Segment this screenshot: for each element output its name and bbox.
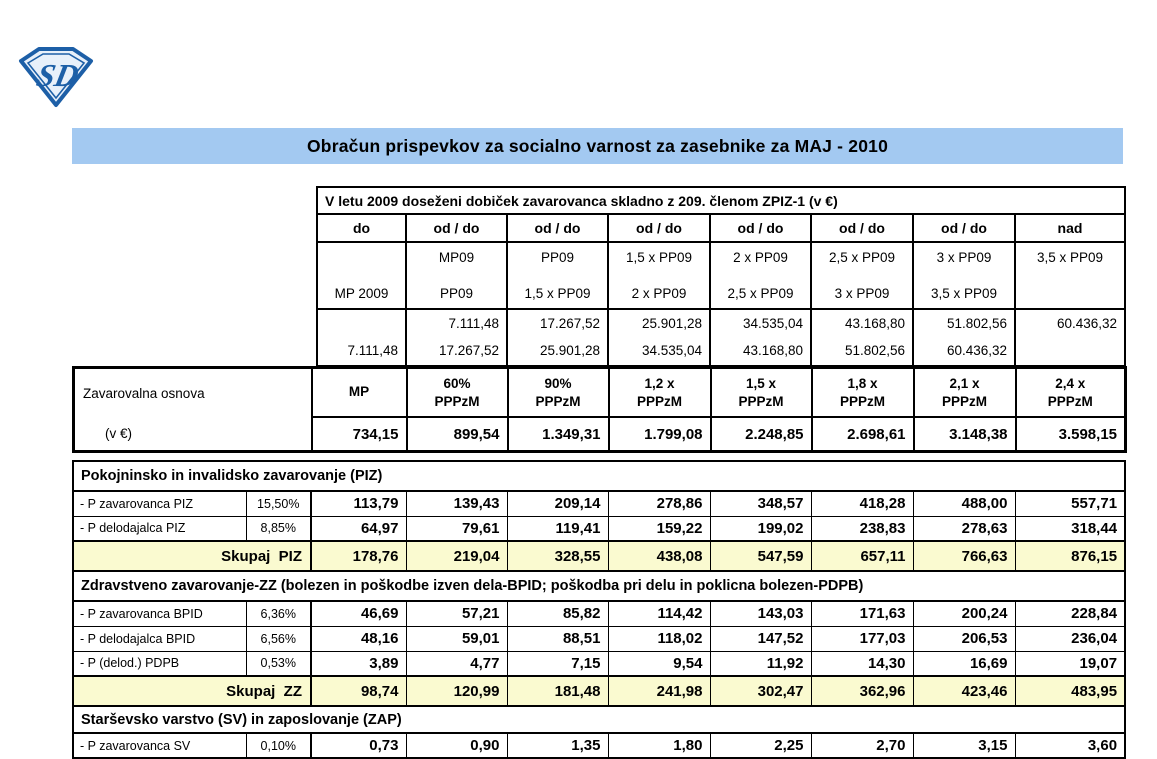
base-h-line1: 2,4 x [1055, 376, 1086, 392]
bound-top: 51.802,56 [946, 316, 1007, 331]
base-value-cell: 734,15 [312, 417, 407, 451]
bound-bottom: 3,5 x PP09 [930, 286, 998, 301]
amount-cell: 64,97 [311, 516, 406, 541]
sv-section-row [73, 706, 1125, 733]
range-labels-row [317, 214, 1125, 242]
range-label-cell: od / do [406, 214, 507, 242]
bound-value-cell [913, 309, 1015, 366]
base-h-line2: PPPzM [941, 394, 987, 410]
amount-cell: 2,25 [710, 733, 811, 758]
amount-cell: 57,21 [406, 601, 507, 626]
bound-value-cell [608, 309, 710, 366]
zz-total-label: Skupaj ZZ [73, 676, 311, 706]
base-h-line2: PPPzM [535, 394, 581, 410]
amount-cell: 0,73 [311, 733, 406, 758]
bound-top: 17.267,52 [539, 316, 600, 331]
table-row-zz-total [73, 676, 1125, 706]
table-row-piz-insured [73, 491, 1125, 516]
row-rate: 15,50% [246, 491, 311, 516]
amount-cell: 348,57 [710, 491, 811, 516]
amount-cell: 7,15 [507, 651, 608, 676]
base-value-cell: 899,54 [407, 417, 508, 451]
total-amount-cell: 657,11 [811, 541, 913, 571]
profit-table-title-row [317, 187, 1125, 214]
sd-logo-icon [14, 44, 98, 110]
total-amount-cell: 181,48 [507, 676, 608, 706]
bound-name-cell [710, 242, 811, 309]
profit-table-title: V letu 2009 doseženi dobiček zavarovanca skladno z 209. členom ZPIZ-1 (v €) [317, 187, 1125, 214]
amount-cell: 1,35 [507, 733, 608, 758]
total-amount-cell: 178,76 [311, 541, 406, 571]
bound-value-cell [507, 309, 608, 366]
base-label-cell [74, 368, 312, 452]
total-amount-cell: 438,08 [608, 541, 710, 571]
amount-cell: 228,84 [1015, 601, 1125, 626]
amount-cell: 19,07 [1015, 651, 1125, 676]
table-row-zz-pdpb [73, 651, 1125, 676]
row-label: - P zavarovanca PIZ [73, 491, 246, 516]
row-rate: 0,53% [246, 651, 311, 676]
bound-bottom: 60.436,32 [946, 343, 1007, 358]
range-label-cell: od / do [507, 214, 608, 242]
base-label-line2: (v €) [105, 426, 132, 441]
amount-cell: 2,70 [811, 733, 913, 758]
amount-cell: 238,83 [811, 516, 913, 541]
amount-cell: 199,02 [710, 516, 811, 541]
bound-bottom: 3 x PP09 [834, 286, 890, 301]
bound-value-cell [710, 309, 811, 366]
row-rate: 6,36% [246, 601, 311, 626]
row-label: - P delodajalca BPID [73, 626, 246, 651]
zz-section-header: Zdravstveno zavarovanje-ZZ (bolezen in poškodbe izven dela-BPID; poškodba pri delu in poklicna bolezen-PDPB) [73, 571, 1125, 601]
bound-bottom: 25.901,28 [539, 343, 600, 358]
bound-top: 3 x PP09 [936, 250, 992, 265]
amount-cell: 206,53 [913, 626, 1015, 651]
total-amount-cell: 241,98 [608, 676, 710, 706]
bound-value-cell [317, 309, 406, 366]
bound-name-cell [317, 242, 406, 309]
row-label: - P delodajalca PIZ [73, 516, 246, 541]
bound-top: 7.111,48 [448, 316, 499, 331]
bound-bottom: 7.111,48 [347, 343, 398, 358]
piz-total-label: Skupaj PIZ [73, 541, 311, 571]
bound-name-cell [608, 242, 710, 309]
total-amount-cell: 876,15 [1015, 541, 1125, 571]
amount-cell: 3,89 [311, 651, 406, 676]
bound-bottom: 2,5 x PP09 [727, 286, 794, 301]
base-value-cell: 1.799,08 [609, 417, 711, 451]
base-col-header [312, 368, 407, 418]
amount-cell: 171,63 [811, 601, 913, 626]
range-label-cell: od / do [913, 214, 1015, 242]
amount-cell: 3,15 [913, 733, 1015, 758]
title-bar [72, 128, 1123, 164]
bound-name-cell [406, 242, 507, 309]
base-col-header [914, 368, 1016, 418]
bound-top: 43.168,80 [844, 316, 905, 331]
table-row-piz-employer [73, 516, 1125, 541]
amount-cell: 418,28 [811, 491, 913, 516]
base-h-line1: 1,2 x [644, 376, 675, 392]
amount-cell: 1,80 [608, 733, 710, 758]
bound-top: 60.436,32 [1056, 316, 1117, 331]
total-amount-cell: 328,55 [507, 541, 608, 571]
page-title: Obračun prispevkov za socialno varnost za zasebnike za MAJ - 2010 [307, 135, 888, 156]
insurance-base-table [72, 366, 1127, 453]
amount-cell: 48,16 [311, 626, 406, 651]
bound-top: 2 x PP09 [733, 250, 788, 265]
base-h-line2: PPPzM [738, 394, 784, 410]
amount-cell: 9,54 [608, 651, 710, 676]
total-amount-cell: 219,04 [406, 541, 507, 571]
amount-cell: 118,02 [608, 626, 710, 651]
base-col-header [508, 368, 609, 418]
bound-top: 1,5 x PP09 [625, 250, 693, 265]
base-value-cell: 3.148,38 [914, 417, 1016, 451]
contributions-table [72, 460, 1126, 759]
bound-top: MP09 [438, 250, 475, 265]
base-value-cell: 1.349,31 [508, 417, 609, 451]
row-rate: 0,10% [246, 733, 311, 758]
amount-cell: 278,63 [913, 516, 1015, 541]
base-h-line1: 90% [544, 376, 572, 392]
bound-bottom: PP09 [439, 286, 474, 301]
amount-cell: 14,30 [811, 651, 913, 676]
amount-cell: 114,42 [608, 601, 710, 626]
amount-cell: 209,14 [507, 491, 608, 516]
logo-letters: SD [33, 57, 83, 93]
bound-value-cell [1015, 309, 1125, 366]
amount-cell: 159,22 [608, 516, 710, 541]
base-h-line2: PPPzM [434, 394, 480, 410]
range-label-cell: od / do [811, 214, 913, 242]
amount-cell: 16,69 [913, 651, 1015, 676]
base-h-line1: MP [348, 383, 370, 399]
bound-name-cell [1015, 242, 1125, 309]
table-row-zz-employer [73, 626, 1125, 651]
amount-cell: 4,77 [406, 651, 507, 676]
total-amount-cell: 766,63 [913, 541, 1015, 571]
range-label-cell: nad [1015, 214, 1125, 242]
piz-section-row [73, 461, 1125, 491]
bound-top: PP09 [540, 250, 575, 265]
bound-name-cell [507, 242, 608, 309]
profit-range-table [316, 186, 1126, 367]
amount-cell: 59,01 [406, 626, 507, 651]
total-amount-cell: 362,96 [811, 676, 913, 706]
bound-bottom: 51.802,56 [844, 343, 905, 358]
total-amount-cell: 98,74 [311, 676, 406, 706]
bound-top: 34.535,04 [742, 316, 803, 331]
amount-cell: 278,86 [608, 491, 710, 516]
amount-cell: 0,90 [406, 733, 507, 758]
amount-cell: 85,82 [507, 601, 608, 626]
base-h-line1: 60% [443, 376, 471, 392]
bound-bottom: 17.267,52 [438, 343, 499, 358]
base-h-line1: 1,5 x [745, 376, 777, 392]
amount-cell: 143,03 [710, 601, 811, 626]
bound-name-cell [811, 242, 913, 309]
base-h-line1: 2,1 x [949, 376, 980, 392]
range-label-cell: do [317, 214, 406, 242]
total-amount-cell: 302,47 [710, 676, 811, 706]
piz-section-header: Pokojninsko in invalidsko zavarovanje (PIZ) [73, 461, 1125, 491]
range-label-cell: od / do [608, 214, 710, 242]
base-col-header [1016, 368, 1126, 418]
base-label-line1: Zavarovalna osnova [83, 385, 205, 401]
bound-top: 2,5 x PP09 [828, 250, 896, 265]
amount-cell: 200,24 [913, 601, 1015, 626]
base-h-line1: 1,8 x [847, 376, 878, 392]
bound-bottom: MP 2009 [334, 286, 389, 301]
bound-names-row [317, 242, 1125, 309]
sv-section-header: Starševsko varstvo (SV) in zaposlovanje (ZAP) [73, 706, 1125, 733]
amount-cell: 11,92 [710, 651, 811, 676]
bound-name-cell [913, 242, 1015, 309]
base-value-cell: 3.598,15 [1016, 417, 1126, 451]
amount-cell: 488,00 [913, 491, 1015, 516]
bound-values-row [317, 309, 1125, 366]
amount-cell: 557,71 [1015, 491, 1125, 516]
base-h-line2: PPPzM [1047, 394, 1093, 410]
table-row-zz-insured [73, 601, 1125, 626]
amount-cell: 3,60 [1015, 733, 1125, 758]
amount-cell: 88,51 [507, 626, 608, 651]
base-col-header [407, 368, 508, 418]
total-amount-cell: 547,59 [710, 541, 811, 571]
bound-bottom: 2 x PP09 [631, 286, 687, 301]
bound-value-cell [811, 309, 913, 366]
base-value-cell: 2.248,85 [711, 417, 812, 451]
amount-cell: 236,04 [1015, 626, 1125, 651]
total-amount-cell: 423,46 [913, 676, 1015, 706]
amount-cell: 119,41 [507, 516, 608, 541]
amount-cell: 139,43 [406, 491, 507, 516]
base-col-header [609, 368, 711, 418]
amount-cell: 113,79 [311, 491, 406, 516]
bound-bottom: 34.535,04 [641, 343, 702, 358]
amount-cell: 46,69 [311, 601, 406, 626]
base-col-header [812, 368, 914, 418]
amount-cell: 318,44 [1015, 516, 1125, 541]
amount-cell: 79,61 [406, 516, 507, 541]
table-row-piz-total [73, 541, 1125, 571]
bound-top: 3,5 x PP09 [1036, 250, 1104, 265]
total-amount-cell: 483,95 [1015, 676, 1125, 706]
row-label: - P zavarovanca BPID [73, 601, 246, 626]
bound-bottom: 1,5 x PP09 [524, 286, 591, 301]
base-h-line2: PPPzM [636, 394, 682, 410]
amount-cell: 147,52 [710, 626, 811, 651]
bound-bottom: 43.168,80 [742, 343, 803, 358]
range-label-cell: od / do [710, 214, 811, 242]
base-value-cell: 2.698,61 [812, 417, 914, 451]
amount-cell: 177,03 [811, 626, 913, 651]
row-label: - P zavarovanca SV [73, 733, 246, 758]
row-rate: 6,56% [246, 626, 311, 651]
bound-top: 25.901,28 [641, 316, 702, 331]
bound-value-cell [406, 309, 507, 366]
base-col-header [711, 368, 812, 418]
base-header-row [74, 368, 1126, 418]
row-rate: 8,85% [246, 516, 311, 541]
zz-section-row [73, 571, 1125, 601]
row-label: - P (delod.) PDPB [73, 651, 246, 676]
total-amount-cell: 120,99 [406, 676, 507, 706]
table-row-sv-insured [73, 733, 1125, 758]
base-h-line2: PPPzM [839, 394, 885, 410]
